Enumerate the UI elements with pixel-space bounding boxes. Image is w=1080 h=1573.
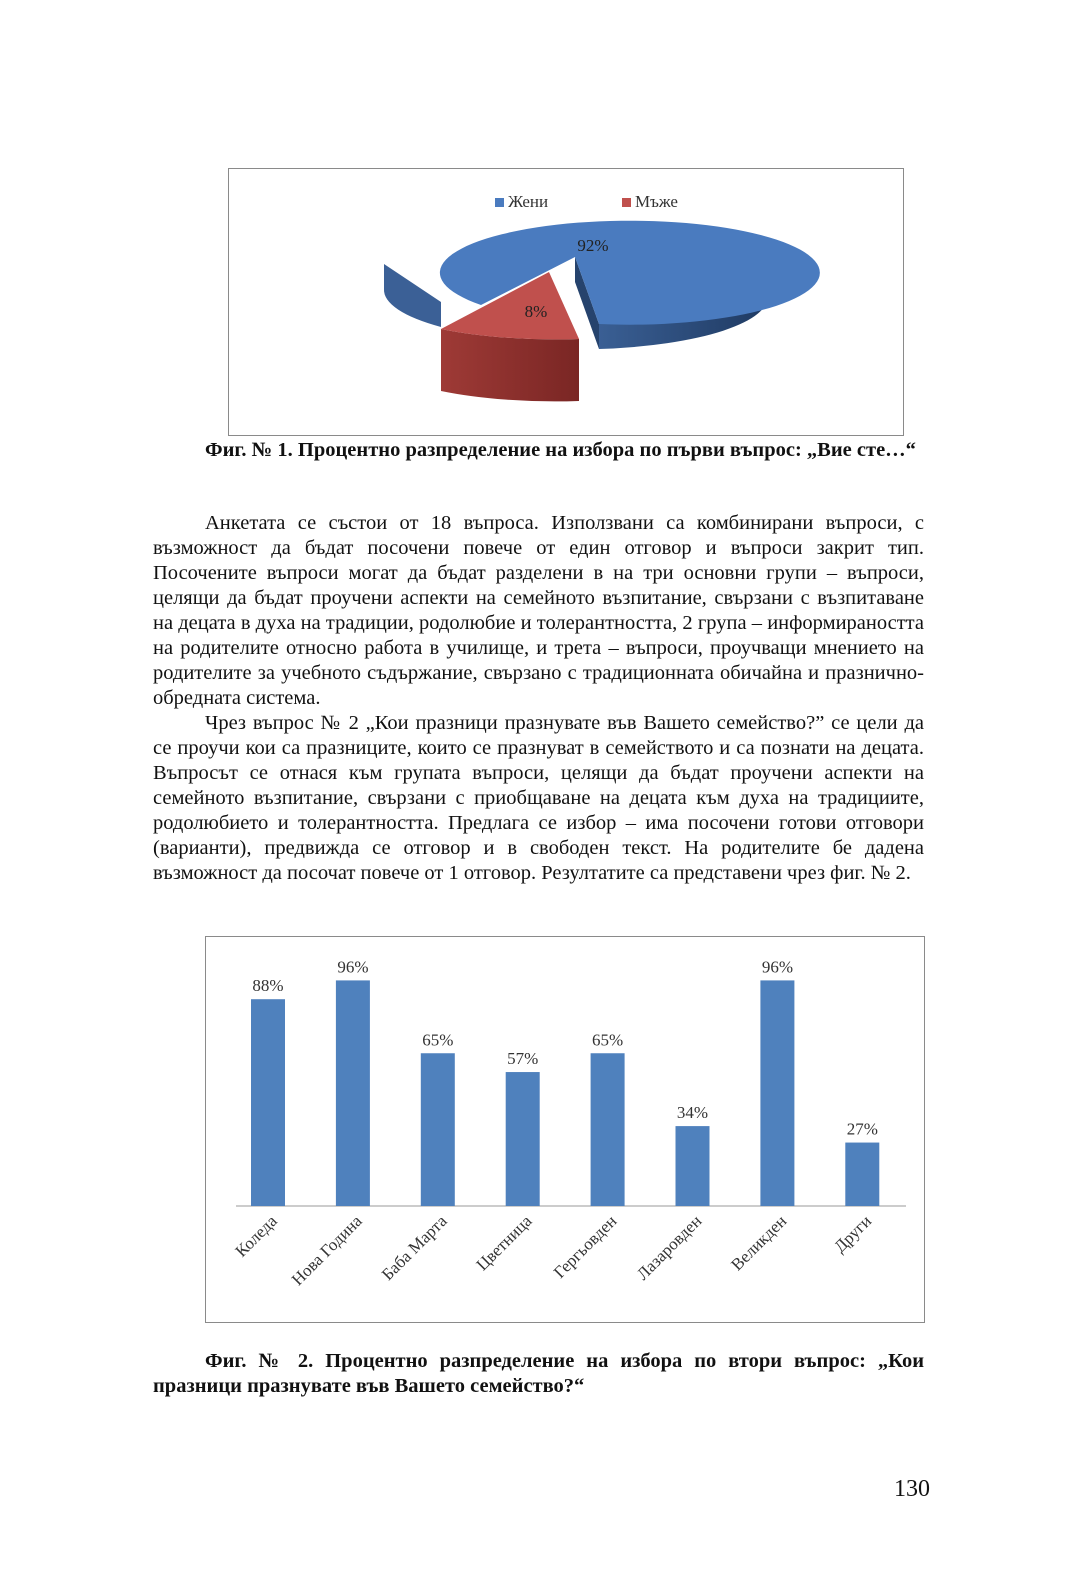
body-text: [153, 511, 924, 886]
x-tick-label-3: Цветница: [472, 1211, 536, 1275]
bar-data-label-3: 57%: [507, 1049, 539, 1069]
figure-1-chart: [228, 168, 904, 436]
page-number: 130: [894, 1476, 930, 1502]
bar-7: [845, 1143, 879, 1206]
x-tick-label-5: Лазаровден: [633, 1211, 706, 1284]
bar-data-label-0: 88%: [252, 976, 284, 996]
paragraph-2: Чрез въпрос № 2 „Кои празници празнувате във Вашето семейство?” се цели да се проучи кои са празниците, които се празнуват в семейството и са познати на децата. Въпросът се отнася към групата въпроси, целящи да бъдат проучени аспекти на семейното възпитание, свързани с приобщаване на децата към духа на традициите, родолюбието и толерантността. Предлага се избор – има посочени готови отговори (варианти), предвижда се отговор и в свободен текст. На родителите бе дадена възможност да посочат повече от 1 отговор. Резултатите са представени чрез фиг. № 2.: [153, 712, 924, 884]
x-tick-label-2: Баба Марта: [377, 1211, 451, 1285]
bar-6: [760, 980, 794, 1206]
bar-0: [251, 999, 285, 1206]
pie-chart-svg: [229, 169, 902, 434]
bar-data-label-2: 65%: [422, 1030, 454, 1050]
bar-data-label-1: 96%: [337, 957, 369, 977]
data-label-women: 92%: [577, 236, 609, 255]
bar-4: [591, 1053, 625, 1206]
x-tick-label-7: Други: [830, 1211, 876, 1257]
figure-2-caption-text: Процентно разпределение на избора по втори въпрос: „Кои празници празнувате във Вашето семейство?“: [153, 1350, 925, 1397]
legend-label-men: Мъже: [635, 192, 678, 211]
x-tick-label-6: Великден: [727, 1211, 791, 1275]
figure-2-caption: [153, 1349, 924, 1399]
x-tick-label-0: Коледа: [231, 1211, 281, 1261]
bar-1: [336, 980, 370, 1206]
bar-3: [506, 1072, 540, 1206]
x-tick-label-1: Нова Година: [287, 1211, 366, 1290]
pie-slice-men-front: [441, 329, 579, 401]
figure-1-caption: [153, 438, 924, 463]
pie-slice-women-side: [384, 264, 441, 327]
x-tick-label-4: Гергьовден: [549, 1211, 621, 1282]
bar-data-label-7: 27%: [846, 1119, 878, 1139]
bar-chart-svg: [206, 937, 923, 1321]
chart-legend: [495, 192, 678, 211]
paragraph-1: Анкетата се състои от 18 въпроса. Използвани са комбинирани въпроси, с възможност да бъдат посочени повече от един отговор и въпроси закрит тип. Посочените въпроси могат да бъдат разделени в на три основни групи – въпроси, целящи да бъдат проучени аспекти на семейното възпитание, свързани с възпитаване на децата в духа на традиции, родолюбие и толерантността, 2 група – информираността на родителите относно работа в училище, и трета – въпроси, проучващи мнението на родителите за учебното съдържание, свързано с традиционната обичайна и празнично-обредната система.: [153, 512, 924, 709]
legend-swatch-women: [495, 198, 504, 207]
bar-data-label-5: 34%: [676, 1103, 709, 1123]
figure-2-chart: [205, 936, 925, 1323]
figure-1-caption-text: Процентно разпределение на избора по първи въпрос: „Вие сте…“: [292, 439, 916, 461]
data-label-men: 8%: [524, 302, 548, 321]
legend-label-women: Жени: [508, 192, 549, 211]
bar-data-label-4: 65%: [592, 1030, 624, 1050]
figure-2-caption-label: Фиг. № 2.: [205, 1350, 314, 1372]
bar-5: [676, 1126, 710, 1206]
bar-data-label-6: 96%: [761, 957, 793, 977]
legend-swatch-men: [622, 198, 631, 207]
bar-2: [421, 1053, 455, 1206]
figure-1-caption-label: Фиг. № 1.: [205, 439, 293, 461]
